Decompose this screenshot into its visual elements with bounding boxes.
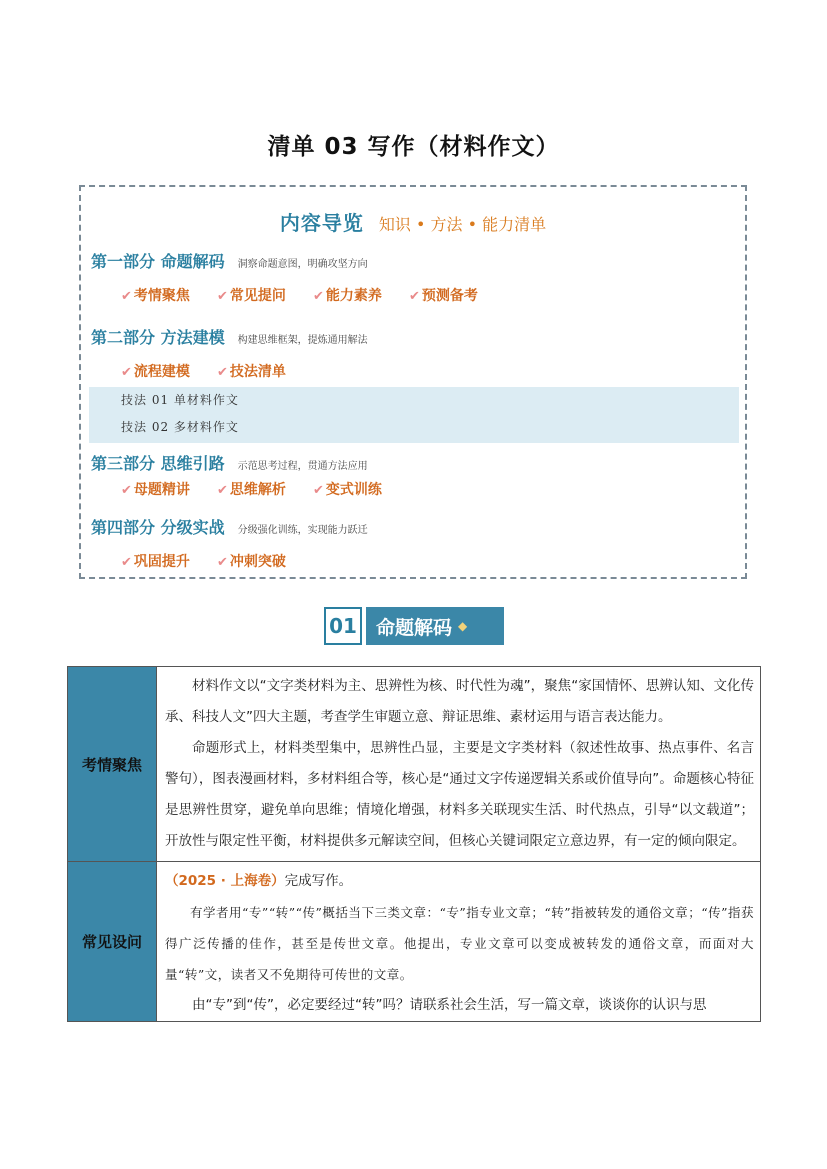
skill-item[interactable]: 技法 01 单材料作文 bbox=[121, 393, 239, 407]
part-desc: 分级强化训练，实现能力跃迁 bbox=[237, 525, 368, 536]
section-label: 命题解码 ◆ bbox=[366, 607, 504, 645]
table-row bbox=[68, 667, 761, 862]
tag-link[interactable]: ✔ 考情聚焦 bbox=[121, 288, 190, 304]
row-label: 考情聚焦 bbox=[68, 667, 157, 862]
part-desc: 洞察命题意图，明确攻坚方向 bbox=[237, 259, 368, 270]
check-icon: ✔ bbox=[121, 555, 132, 570]
section-badge bbox=[324, 607, 504, 645]
check-icon: ✔ bbox=[313, 289, 324, 304]
part-2 bbox=[91, 325, 368, 348]
check-icon: ✔ bbox=[217, 483, 228, 498]
tag-link[interactable]: ✔ 流程建模 bbox=[121, 364, 190, 380]
tag-link[interactable]: ✔ 变式训练 bbox=[313, 482, 382, 498]
tag-link[interactable]: ✔ 冲刺突破 bbox=[217, 554, 286, 570]
question-material: 有学者用“专”“转”“传”概括当下三类文章：“专”指专业文章；“转”指被转发的通俗文章；“传”指获得广泛传播的佳作，甚至是传世文章。他提出，专业文章可以变成被转发的通俗文章，而面对大量“转”文，读者又不免期待可传世的文章。 bbox=[165, 905, 754, 982]
tag-link[interactable]: ✔ 常见提问 bbox=[217, 288, 286, 304]
part-3-tags bbox=[121, 479, 404, 499]
paragraph: 命题形式上，材料类型集中，思辨性凸显，主要是文字类材料（叙述性故事、热点事件、名言警句），图表漫画材料，多材料组合等，核心是“通过文字传递逻辑关系或价值导向”。命题核心特征是思辨性贯穿，避免单向思维；情境化增强，材料多关联现实生活、时代热点，引导“以文载道”；开放性与限定性平衡，材料提供多元解读空间，但核心关键词限定立意边界，有一定的倾向限定。 bbox=[165, 740, 754, 849]
part-desc: 构建思维框架，提炼通用解法 bbox=[237, 335, 368, 346]
skill-item[interactable]: 技法 02 多材料作文 bbox=[121, 420, 239, 434]
guide-subtitle: 知识 • 方法 • 能力清单 bbox=[378, 215, 547, 234]
paragraph: 材料作文以“文字类材料为主、思辨性为核、时代性为魂”，聚焦“家国情怀、思辨认知、文化传承、科技人文”四大主题，考查学生审题立意、辩证思维、素材运用与语言表达能力。 bbox=[165, 678, 754, 725]
check-icon: ✔ bbox=[409, 289, 420, 304]
part-title: 第二部分 方法建模 bbox=[91, 328, 225, 347]
check-icon: ✔ bbox=[217, 365, 228, 380]
tag-link[interactable]: ✔ 技法清单 bbox=[217, 364, 286, 380]
page-title: 清单 03 写作（材料作文） bbox=[267, 134, 560, 160]
tag-link[interactable]: ✔ 巩固提升 bbox=[121, 554, 190, 570]
part-1 bbox=[91, 249, 368, 272]
tag-link[interactable]: ✔ 母题精讲 bbox=[121, 482, 190, 498]
tag-link[interactable]: ✔ 预测备考 bbox=[409, 288, 478, 304]
guide-title: 内容导览 bbox=[279, 211, 364, 235]
part-title: 第三部分 思维引路 bbox=[91, 454, 225, 473]
question-source: （2025 · 上海卷） bbox=[165, 873, 285, 889]
analysis-table bbox=[67, 666, 761, 1022]
check-icon: ✔ bbox=[121, 289, 132, 304]
row-content bbox=[157, 862, 761, 1022]
part-1-tags bbox=[121, 285, 500, 305]
part-desc: 示范思考过程，贯通方法应用 bbox=[237, 461, 368, 472]
part-4-tags bbox=[121, 551, 308, 571]
guide-heading bbox=[81, 207, 745, 236]
part-title: 第一部分 命题解码 bbox=[91, 252, 225, 271]
part-3 bbox=[91, 451, 368, 474]
tag-link[interactable]: ✔ 思维解析 bbox=[217, 482, 286, 498]
content-guide-box bbox=[79, 185, 747, 579]
check-icon: ✔ bbox=[121, 365, 132, 380]
question-source-line bbox=[165, 866, 754, 897]
skills-list bbox=[89, 387, 739, 443]
section-number: 01 bbox=[324, 607, 362, 645]
row-label: 常见设问 bbox=[68, 862, 157, 1022]
question-lead: 完成写作。 bbox=[284, 873, 353, 889]
row-content bbox=[157, 667, 761, 862]
diamond-icon: ◆ bbox=[458, 619, 468, 633]
check-icon: ✔ bbox=[217, 289, 228, 304]
question-prompt: 由“专”到“传”，必定要经过“转”吗？请联系社会生活，写一篇文章，谈谈你的认识与思 bbox=[192, 997, 707, 1013]
part-title: 第四部分 分级实战 bbox=[91, 518, 225, 537]
tag-link[interactable]: ✔ 能力素养 bbox=[313, 288, 382, 304]
part-2-tags bbox=[121, 361, 308, 381]
check-icon: ✔ bbox=[313, 483, 324, 498]
check-icon: ✔ bbox=[217, 555, 228, 570]
table-row bbox=[68, 862, 761, 1022]
part-4 bbox=[91, 515, 368, 538]
check-icon: ✔ bbox=[121, 483, 132, 498]
